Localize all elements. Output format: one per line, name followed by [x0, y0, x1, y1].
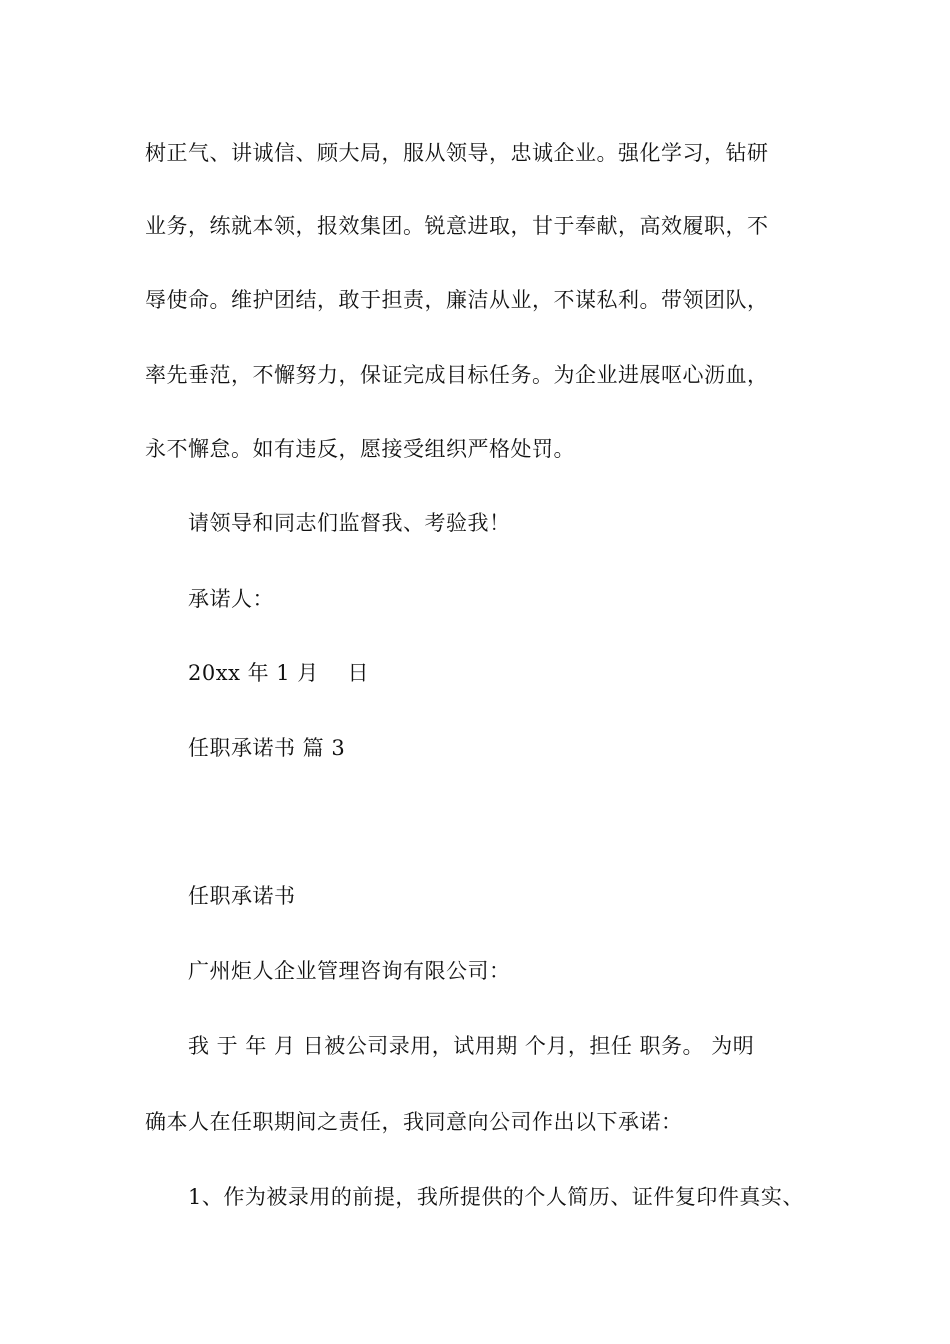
paragraph-line: 永不懈怠。如有违反，愿接受组织严格处罚。 [145, 437, 575, 461]
paragraph-line: 业务，练就本领，报效集团。锐意进取，甘于奉献，高效履职，不 [145, 214, 769, 238]
paragraph-line: 率先垂范，不懈努力，保证完成目标任务。为企业进展呕心沥血， [145, 363, 769, 387]
addressee-line: 广州炬人企业管理咨询有限公司： [188, 959, 511, 983]
paragraph-line: 树正气、讲诚信、顾大局，服从领导，忠诚企业。强化学习，钻研 [145, 141, 769, 165]
paragraph-line: 辱使命。维护团结，敢于担责，廉洁从业，不谋私利。带领团队， [145, 288, 769, 312]
paragraph-line: 确本人在任职期间之责任，我同意向公司作出以下承诺： [145, 1110, 683, 1134]
request-line: 请领导和同志们监督我、考验我！ [188, 511, 511, 535]
section-heading: 任职承诺书 篇 3 [188, 736, 346, 760]
paragraph-line: 我 于 年 月 日被公司录用，试用期 个月，担任 职务。 为明 [188, 1034, 755, 1058]
signatory-label: 承诺人： [188, 587, 274, 611]
list-item: 1、作为被录用的前提，我所提供的个人简历、证件复印件真实、 [188, 1185, 804, 1209]
date-line: 20xx 年 1 月 日 [188, 661, 369, 685]
document-title: 任职承诺书 [188, 884, 296, 908]
